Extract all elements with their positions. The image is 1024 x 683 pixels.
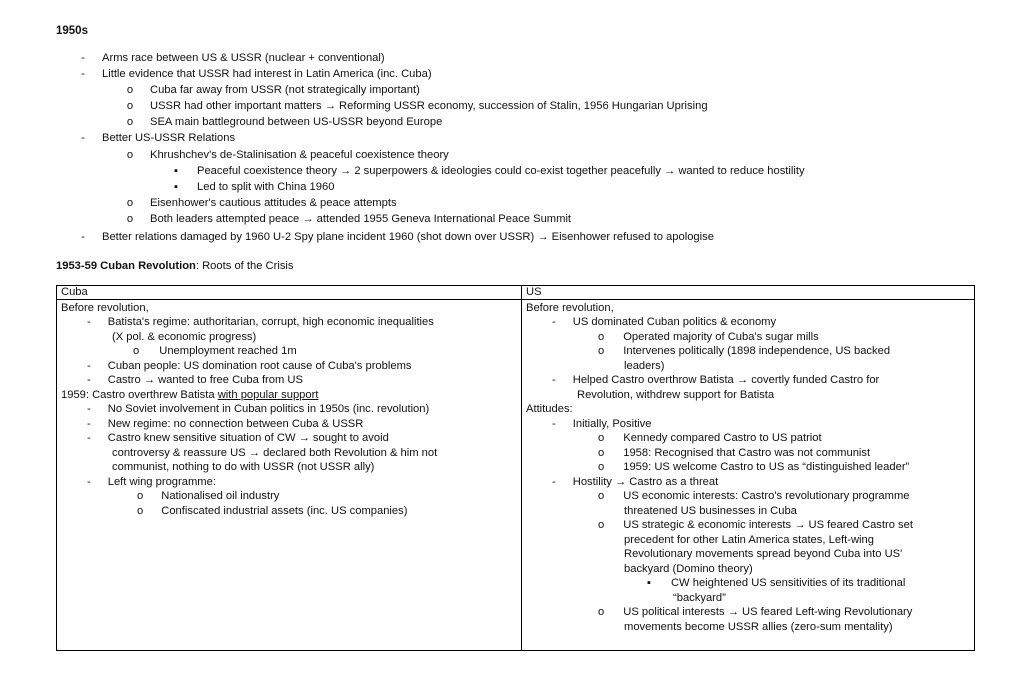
underlined-text: with popular support [217, 389, 319, 401]
us-line: precedent for other Latin America states, Left-wing [624, 534, 874, 546]
cuba-line: - Castro → wanted to free Cuba from US [87, 374, 303, 386]
us-line: Revolution, withdrew support for Batista [577, 389, 775, 401]
section-heading-bold: 1953-59 Cuban Revolution [56, 260, 196, 272]
cuba-line: - New regime: no connection between Cuba & USSR [87, 418, 364, 430]
us-line: backyard (Domino theory) [624, 563, 753, 575]
cuba-line: 1959: Castro overthrew Batista with popular support [61, 389, 319, 401]
list-item: ▪ Peaceful coexistence theory → 2 superpowers & ideologies could co-exist together peacefully → wanted to reduce hostility [174, 165, 805, 177]
us-line: o Intervenes politically (1898 independence, US backed [598, 345, 891, 357]
list-item: - Better relations damaged by 1960 U-2 Spy plane incident 1960 (shot down over USSR) → Eisenhower refused to apologise [81, 231, 714, 243]
us-line: movements become USSR allies (zero-sum mentality) [624, 621, 893, 633]
us-line: Attitudes: [526, 403, 573, 415]
us-line: o Kennedy compared Castro to US patriot [598, 432, 822, 444]
cuba-line: - Left wing programme: [87, 476, 216, 488]
cuba-line: (X pol. & economic progress) [112, 331, 257, 343]
cuba-column-cell [57, 300, 522, 651]
cuba-line: - Batista's regime: authoritarian, corrupt, high economic inequalities [87, 316, 434, 328]
list-item: o Eisenhower's cautious attitudes & peace attempts [126, 197, 397, 209]
cuba-line: controversy & reassure US → declared both Revolution & him not [112, 447, 438, 459]
list-item: o Cuba far away from USSR (not strategically important) [126, 84, 420, 96]
table-header-row [57, 286, 975, 300]
cuba-line: - No Soviet involvement in Cuban politics in 1950s (inc. revolution) [87, 403, 430, 415]
list-item: ▪ Led to split with China 1960 [174, 181, 335, 193]
list-item: o Both leaders attempted peace → attended 1955 Geneva International Peace Summit [126, 213, 572, 225]
list-item: - Better US-USSR Relations [81, 132, 236, 144]
us-line: Revolutionary movements spread beyond Cuba into US' [624, 548, 903, 560]
us-line: o US economic interests: Castro's revolutionary programme [598, 490, 910, 502]
section-heading-rest: : Roots of the Crisis [195, 260, 294, 272]
cuba-line: o Unemployment reached 1m [133, 345, 297, 357]
table-header-us: US [522, 286, 975, 300]
section-heading-cuban-revolution [56, 259, 294, 273]
us-line: o 1958: Recognised that Castro was not communist [598, 447, 871, 459]
list-item: o Khrushchev's de-Stalinisation & peaceful coexistence theory [126, 149, 449, 161]
us-line: threatened US businesses in Cuba [624, 505, 797, 517]
cuba-line: Before revolution, [61, 302, 149, 314]
us-line: - Helped Castro overthrow Batista → covertly funded Castro for [552, 374, 880, 386]
cuba-line: o Confiscated industrial assets (inc. US companies) [137, 505, 408, 517]
list-item: - Little evidence that USSR had interest in Latin America (inc. Cuba) [81, 68, 432, 80]
cuba-line: - Castro knew sensitive situation of CW → sought to avoid [87, 432, 389, 444]
list-item: o USSR had other important matters → Reforming USSR economy, succession of Stalin, 1956 Hungarian Uprising [126, 100, 708, 112]
section-heading-1950s: 1950s [56, 25, 88, 37]
us-line: leaders) [624, 360, 665, 372]
cuba-line: - Cuban people: US domination root cause of Cuba's problems [87, 360, 412, 372]
us-line: “backyard” [673, 592, 726, 604]
us-line: o US political interests → US feared Left-wing Revolutionary [598, 606, 913, 618]
list-item: - Arms race between US & USSR (nuclear + conventional) [81, 52, 385, 64]
comparison-table [56, 285, 975, 651]
us-line: - US dominated Cuban politics & economy [552, 316, 777, 328]
us-line: o US strategic & economic interests → US feared Castro set [598, 519, 913, 531]
list-item: o SEA main battleground between US-USSR beyond Europe [126, 116, 443, 128]
us-line: ▪ CW heightened US sensitivities of its traditional [647, 577, 906, 589]
us-line: o Operated majority of Cuba's sugar mills [598, 331, 819, 343]
cuba-line: communist, nothing to do with USSR (not USSR ally) [112, 461, 375, 473]
table-row [57, 300, 975, 651]
cuba-line: o Nationalised oil industry [137, 490, 280, 502]
us-line: Before revolution, [526, 302, 614, 314]
us-line: o 1959: US welcome Castro to US as “distinguished leader” [598, 461, 910, 473]
table-header-cuba: Cuba [57, 286, 522, 300]
us-line: - Initially, Positive [552, 418, 652, 430]
us-column-cell [522, 300, 975, 651]
us-line: - Hostility → Castro as a threat [552, 476, 719, 488]
